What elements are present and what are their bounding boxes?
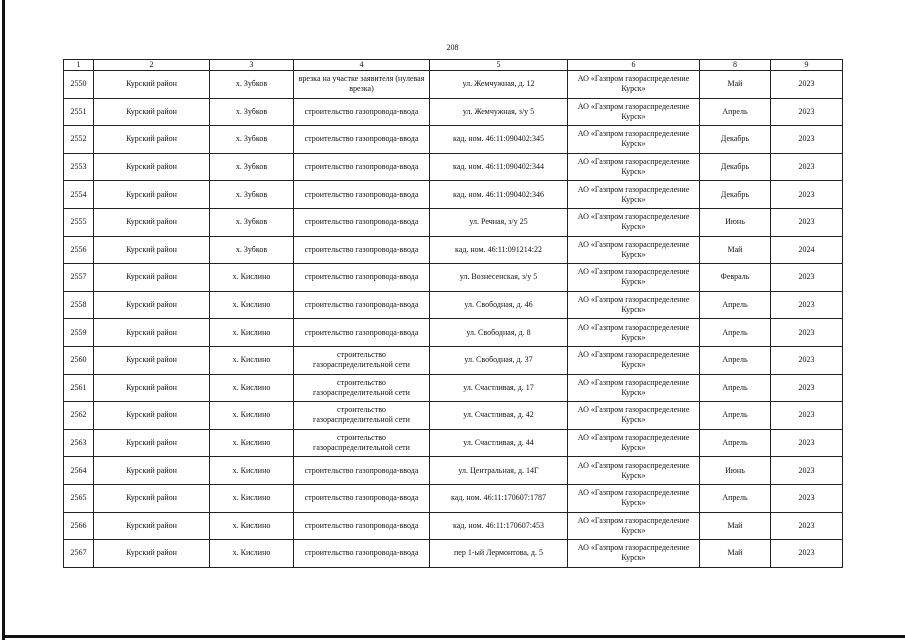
row-number-cell: 2553 xyxy=(64,153,94,181)
column-header: 4 xyxy=(294,60,430,71)
table-row xyxy=(64,484,843,512)
work-type-cell: строительство газопровода-ввода xyxy=(294,236,430,264)
address-cell: ул. Жемчужная, з/у 5 xyxy=(430,98,568,126)
address-cell: ул. Свободная, д. 8 xyxy=(430,319,568,347)
locality-cell: х. Кислино xyxy=(210,319,294,347)
district-cell: Курский район xyxy=(94,457,210,485)
locality-cell: х. Кислино xyxy=(210,484,294,512)
locality-cell: х. Кислино xyxy=(210,429,294,457)
organization-cell: АО «Газпром газораспределение Курск» xyxy=(568,374,700,402)
year-cell: 2023 xyxy=(771,484,843,512)
address-cell: ул. Свободная, д. 37 xyxy=(430,346,568,374)
row-number-cell: 2555 xyxy=(64,208,94,236)
address-cell: кад. ном. 46:11:170607:1787 xyxy=(430,484,568,512)
work-type-cell: строительство газораспределительной сети xyxy=(294,429,430,457)
table-row xyxy=(64,374,843,402)
locality-cell: х. Зубков xyxy=(210,98,294,126)
month-cell: Декабрь xyxy=(700,126,771,154)
organization-cell: АО «Газпром газораспределение Курск» xyxy=(568,457,700,485)
work-type-cell: строительство газопровода-ввода xyxy=(294,291,430,319)
row-number-cell: 2565 xyxy=(64,484,94,512)
address-cell: ул. Свободная, д. 46 xyxy=(430,291,568,319)
organization-cell: АО «Газпром газораспределение Курск» xyxy=(568,153,700,181)
year-cell: 2023 xyxy=(771,153,843,181)
locality-cell: х. Кислино xyxy=(210,346,294,374)
year-cell: 2023 xyxy=(771,126,843,154)
work-type-cell: строительство газопровода-ввода xyxy=(294,319,430,347)
page-border-bottom xyxy=(2,635,905,638)
organization-cell: АО «Газпром газораспределение Курск» xyxy=(568,98,700,126)
row-number-cell: 2561 xyxy=(64,374,94,402)
row-number-cell: 2551 xyxy=(64,98,94,126)
register-table xyxy=(63,59,843,568)
work-type-cell: строительство газопровода-ввода xyxy=(294,457,430,485)
page-border-left xyxy=(2,0,5,640)
locality-cell: х. Зубков xyxy=(210,71,294,99)
month-cell: Апрель xyxy=(700,98,771,126)
column-header: 9 xyxy=(771,60,843,71)
locality-cell: х. Зубков xyxy=(210,208,294,236)
organization-cell: АО «Газпром газораспределение Курск» xyxy=(568,71,700,99)
address-cell: ул. Счастливая, д. 17 xyxy=(430,374,568,402)
district-cell: Курский район xyxy=(94,181,210,209)
month-cell: Май xyxy=(700,540,771,568)
district-cell: Курский район xyxy=(94,402,210,430)
organization-cell: АО «Газпром газораспределение Курск» xyxy=(568,126,700,154)
row-number-cell: 2566 xyxy=(64,512,94,540)
table-header-row xyxy=(64,60,843,71)
table-row xyxy=(64,346,843,374)
address-cell: ул. Речная, з/у 25 xyxy=(430,208,568,236)
row-number-cell: 2559 xyxy=(64,319,94,347)
district-cell: Курский район xyxy=(94,264,210,292)
table-row xyxy=(64,236,843,264)
month-cell: Декабрь xyxy=(700,153,771,181)
table-row xyxy=(64,429,843,457)
year-cell: 2023 xyxy=(771,291,843,319)
organization-cell: АО «Газпром газораспределение Курск» xyxy=(568,291,700,319)
row-number-cell: 2558 xyxy=(64,291,94,319)
month-cell: Май xyxy=(700,236,771,264)
address-cell: кад. ном. 46:11:090402:346 xyxy=(430,181,568,209)
work-type-cell: строительство газопровода-ввода xyxy=(294,126,430,154)
year-cell: 2023 xyxy=(771,402,843,430)
address-cell: кад. ном. 46:11:091214:22 xyxy=(430,236,568,264)
organization-cell: АО «Газпром газораспределение Курск» xyxy=(568,181,700,209)
work-type-cell: строительство газопровода-ввода xyxy=(294,181,430,209)
work-type-cell: строительство газопровода-ввода xyxy=(294,512,430,540)
work-type-cell: строительство газопровода-ввода xyxy=(294,98,430,126)
month-cell: Апрель xyxy=(700,346,771,374)
district-cell: Курский район xyxy=(94,512,210,540)
year-cell: 2023 xyxy=(771,512,843,540)
page-number: 208 xyxy=(446,43,459,52)
month-cell: Декабрь xyxy=(700,181,771,209)
table-row xyxy=(64,264,843,292)
row-number-cell: 2560 xyxy=(64,346,94,374)
organization-cell: АО «Газпром газораспределение Курск» xyxy=(568,319,700,347)
district-cell: Курский район xyxy=(94,319,210,347)
district-cell: Курский район xyxy=(94,208,210,236)
table-row xyxy=(64,71,843,99)
table-row xyxy=(64,208,843,236)
table-row xyxy=(64,457,843,485)
work-type-cell: строительство газопровода-ввода xyxy=(294,540,430,568)
district-cell: Курский район xyxy=(94,540,210,568)
month-cell: Апрель xyxy=(700,291,771,319)
address-cell: кад. ном. 46:11:090402:345 xyxy=(430,126,568,154)
district-cell: Курский район xyxy=(94,374,210,402)
address-cell: ул. Жемчужная, д. 12 xyxy=(430,71,568,99)
district-cell: Курский район xyxy=(94,291,210,319)
table-body xyxy=(64,71,843,568)
district-cell: Курский район xyxy=(94,71,210,99)
work-type-cell: строительство газопровода-ввода xyxy=(294,153,430,181)
locality-cell: х. Зубков xyxy=(210,126,294,154)
month-cell: Июнь xyxy=(700,208,771,236)
address-cell: пер 1-ый Лермонтова, д. 5 xyxy=(430,540,568,568)
table-row xyxy=(64,181,843,209)
year-cell: 2023 xyxy=(771,457,843,485)
year-cell: 2023 xyxy=(771,540,843,568)
month-cell: Апрель xyxy=(700,429,771,457)
month-cell: Апрель xyxy=(700,402,771,430)
address-cell: кад. ном. 46:11:170607:453 xyxy=(430,512,568,540)
district-cell: Курский район xyxy=(94,153,210,181)
column-header: 6 xyxy=(568,60,700,71)
year-cell: 2023 xyxy=(771,71,843,99)
district-cell: Курский район xyxy=(94,484,210,512)
district-cell: Курский район xyxy=(94,346,210,374)
locality-cell: х. Кислино xyxy=(210,264,294,292)
column-header: 1 xyxy=(64,60,94,71)
address-cell: ул. Счастливая, д. 44 xyxy=(430,429,568,457)
district-cell: Курский район xyxy=(94,236,210,264)
year-cell: 2023 xyxy=(771,346,843,374)
column-header: 8 xyxy=(700,60,771,71)
table-row xyxy=(64,540,843,568)
year-cell: 2023 xyxy=(771,208,843,236)
row-number-cell: 2557 xyxy=(64,264,94,292)
locality-cell: х. Зубков xyxy=(210,153,294,181)
work-type-cell: строительство газопровода-ввода xyxy=(294,208,430,236)
column-header: 5 xyxy=(430,60,568,71)
row-number-cell: 2564 xyxy=(64,457,94,485)
row-number-cell: 2556 xyxy=(64,236,94,264)
table-row xyxy=(64,153,843,181)
organization-cell: АО «Газпром газораспределение Курск» xyxy=(568,484,700,512)
table-row xyxy=(64,98,843,126)
organization-cell: АО «Газпром газораспределение Курск» xyxy=(568,540,700,568)
month-cell: Май xyxy=(700,71,771,99)
organization-cell: АО «Газпром газораспределение Курск» xyxy=(568,512,700,540)
row-number-cell: 2563 xyxy=(64,429,94,457)
work-type-cell: строительство газораспределительной сети xyxy=(294,346,430,374)
year-cell: 2023 xyxy=(771,429,843,457)
organization-cell: АО «Газпром газораспределение Курск» xyxy=(568,429,700,457)
year-cell: 2023 xyxy=(771,181,843,209)
locality-cell: х. Кислино xyxy=(210,457,294,485)
locality-cell: х. Кислино xyxy=(210,512,294,540)
month-cell: Апрель xyxy=(700,484,771,512)
row-number-cell: 2550 xyxy=(64,71,94,99)
address-cell: ул. Центральная, д. 14Г xyxy=(430,457,568,485)
district-cell: Курский район xyxy=(94,429,210,457)
row-number-cell: 2562 xyxy=(64,402,94,430)
table-row xyxy=(64,126,843,154)
year-cell: 2024 xyxy=(771,236,843,264)
work-type-cell: строительство газопровода-ввода xyxy=(294,264,430,292)
locality-cell: х. Кислино xyxy=(210,540,294,568)
district-cell: Курский район xyxy=(94,98,210,126)
table-row xyxy=(64,319,843,347)
organization-cell: АО «Газпром газораспределение Курск» xyxy=(568,346,700,374)
work-type-cell: врезка на участке заявителя (нулевая врезка) xyxy=(294,71,430,99)
table-row xyxy=(64,512,843,540)
organization-cell: АО «Газпром газораспределение Курск» xyxy=(568,264,700,292)
month-cell: Май xyxy=(700,512,771,540)
year-cell: 2023 xyxy=(771,98,843,126)
address-cell: ул. Счастливая, д. 42 xyxy=(430,402,568,430)
row-number-cell: 2567 xyxy=(64,540,94,568)
organization-cell: АО «Газпром газораспределение Курск» xyxy=(568,402,700,430)
row-number-cell: 2552 xyxy=(64,126,94,154)
table-row xyxy=(64,291,843,319)
column-header: 3 xyxy=(210,60,294,71)
month-cell: Февраль xyxy=(700,264,771,292)
locality-cell: х. Зубков xyxy=(210,236,294,264)
year-cell: 2023 xyxy=(771,319,843,347)
organization-cell: АО «Газпром газораспределение Курск» xyxy=(568,236,700,264)
address-cell: кад. ном. 46:11:090402:344 xyxy=(430,153,568,181)
month-cell: Апрель xyxy=(700,374,771,402)
locality-cell: х. Кислино xyxy=(210,374,294,402)
locality-cell: х. Кислино xyxy=(210,402,294,430)
work-type-cell: строительство газопровода-ввода xyxy=(294,484,430,512)
work-type-cell: строительство газораспределительной сети xyxy=(294,374,430,402)
month-cell: Апрель xyxy=(700,319,771,347)
column-header: 2 xyxy=(94,60,210,71)
district-cell: Курский район xyxy=(94,126,210,154)
year-cell: 2023 xyxy=(771,374,843,402)
year-cell: 2023 xyxy=(771,264,843,292)
row-number-cell: 2554 xyxy=(64,181,94,209)
locality-cell: х. Кислино xyxy=(210,291,294,319)
table-row xyxy=(64,402,843,430)
work-type-cell: строительство газораспределительной сети xyxy=(294,402,430,430)
organization-cell: АО «Газпром газораспределение Курск» xyxy=(568,208,700,236)
month-cell: Июнь xyxy=(700,457,771,485)
locality-cell: х. Зубков xyxy=(210,181,294,209)
address-cell: ул. Вознесенская, з/у 5 xyxy=(430,264,568,292)
